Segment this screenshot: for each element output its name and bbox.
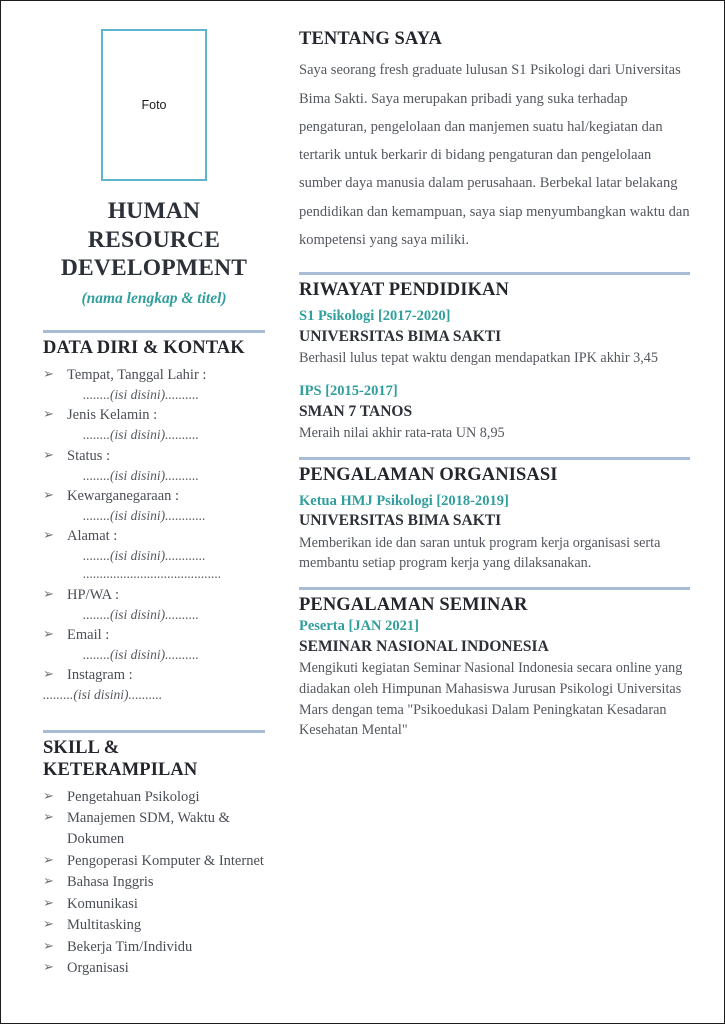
skill-item-label: Pengoperasi Komputer & Internet (67, 852, 264, 869)
skill-item (43, 808, 265, 849)
left-column (19, 15, 281, 1013)
arrow-bullet-icon: ➢ (43, 366, 54, 382)
education-entry-organization: SMAN 7 TANOS (299, 402, 413, 420)
seminar-entry (299, 617, 690, 740)
skill-section-title: SKILL & KETERAMPILAN (43, 738, 198, 780)
skill-list (43, 787, 265, 979)
contact-item (43, 486, 265, 525)
photo-placeholder-label: Foto (141, 98, 167, 112)
section-divider-contact (43, 330, 265, 333)
contact-item (43, 585, 265, 624)
arrow-bullet-icon: ➢ (43, 894, 54, 910)
cv-two-column-layout (19, 15, 706, 1013)
section-divider-education (299, 272, 690, 275)
contact-item-label: Status : (67, 447, 111, 464)
education-entry-description: Meraih nilai akhir rata-rata UN 8,95 (299, 425, 505, 442)
section-divider-organization (299, 457, 690, 460)
contact-item-placeholder[interactable]: .........(isi disini).......... (43, 687, 163, 703)
arrow-bullet-icon: ➢ (43, 851, 54, 867)
arrow-bullet-icon: ➢ (43, 916, 54, 932)
contact-section-title: DATA DIRI & KONTAK (43, 337, 245, 358)
education-section (299, 272, 690, 443)
education-entry (299, 382, 690, 444)
skill-item-label: Bahasa Inggris (67, 874, 154, 891)
organization-entry (299, 492, 690, 574)
arrow-bullet-icon: ➢ (43, 527, 54, 543)
arrow-bullet-icon: ➢ (43, 809, 54, 825)
photo-placeholder-wrapper (43, 29, 265, 181)
skill-item-label: Bekerja Tim/Individu (67, 938, 193, 955)
arrow-bullet-icon: ➢ (43, 937, 54, 953)
organization-entry-role: Ketua HMJ Psikologi [2018-2019] (299, 492, 509, 509)
skill-item (43, 851, 265, 872)
job-title: HUMAN RESOURCE DEVELOPMENT (60, 198, 248, 282)
arrow-bullet-icon: ➢ (43, 959, 54, 975)
education-entry-organization: UNIVERSITAS BIMA SAKTI (299, 327, 502, 345)
arrow-bullet-icon: ➢ (43, 406, 54, 422)
contact-item-placeholder[interactable]: ........(isi disini).......... (83, 467, 199, 483)
about-paragraph: Saya seorang fresh graduate lulusan S1 Psikologi dari Universitas Bima Sakti. Saya merupakan pribadi yang suka terhadap pengaturan, pengelolaan dan manjemen suatu hal/kegiatan dan tertarik untuk berkarir di bidang pengaturan dan pengelolaan sumber daya manusia dalam perusahaan. Berbekal latar belakang pendidikan dan kemampuan, saya siap menyumbangkan waktu dan kompetensi yang saya miliki. (299, 62, 690, 248)
arrow-bullet-icon: ➢ (43, 787, 54, 803)
about-section (299, 29, 690, 254)
organization-entry-description: Memberikan ide dan saran untuk program kerja organisasi serta membantu setiap program kerja yang dilaksanakan. (299, 534, 661, 572)
skill-item-label: Komunikasi (67, 895, 138, 912)
organization-section (299, 457, 690, 574)
skill-item (43, 958, 265, 979)
seminar-entry-description: Mengikuti kegiatan Seminar Nasional Indonesia secara online yang diadakan oleh Himpunan Mahasiswa Jurusan Psikologi Universitas Mars dengan tema "Psikoedukasi Dalam Peningkatan Kesadaran Kesehatan Mental" (299, 660, 683, 739)
section-divider-seminar (299, 587, 690, 590)
contact-item-placeholder-continued[interactable]: ......................................... (83, 566, 222, 582)
contact-item (43, 405, 265, 444)
skill-item-label: Pengetahuan Psikologi (67, 788, 200, 805)
skill-item (43, 872, 265, 893)
seminar-entry-role: Peserta [JAN 2021] (299, 618, 419, 635)
skill-item-label: Multitasking (67, 917, 142, 934)
contact-item (43, 365, 265, 404)
contact-item (43, 446, 265, 485)
arrow-bullet-icon: ➢ (43, 486, 54, 502)
skill-item (43, 894, 265, 915)
skill-item-label: Manajemen SDM, Waktu & Dokumen (67, 810, 230, 848)
contact-item-placeholder[interactable]: ........(isi disini)............ (83, 507, 206, 523)
education-section-title: RIWAYAT PENDIDIKAN (299, 280, 509, 301)
name-subtitle: (nama lengkap & titel) (81, 289, 227, 307)
contact-item-label: Instagram : (67, 667, 133, 684)
arrow-bullet-icon: ➢ (43, 446, 54, 462)
contact-item-label: Email : (67, 626, 110, 643)
education-entry-description: Berhasil lulus tepat waktu dengan mendapatkan IPK akhir 3,45 (299, 350, 658, 367)
arrow-bullet-icon: ➢ (43, 625, 54, 641)
contact-list (43, 365, 265, 704)
contact-item-placeholder[interactable]: ........(isi disini).......... (83, 646, 199, 662)
contact-section (43, 330, 265, 704)
education-entry-list (299, 307, 690, 443)
seminar-section (299, 587, 690, 741)
organization-entry-organization: UNIVERSITAS BIMA SAKTI (299, 512, 502, 530)
organization-section-title: PENGALAMAN ORGANISASI (299, 464, 558, 485)
seminar-entry-list (299, 617, 690, 740)
right-column (281, 15, 706, 1013)
education-entry-role: S1 Psikologi [2017-2020] (299, 308, 451, 325)
contact-item-placeholder[interactable]: ........(isi disini)............ (83, 548, 206, 564)
section-divider-skill (43, 730, 265, 733)
contact-item (43, 526, 265, 583)
arrow-bullet-icon: ➢ (43, 666, 54, 682)
skill-item (43, 915, 265, 936)
contact-item-label: HP/WA : (67, 586, 119, 603)
education-entry (299, 307, 690, 369)
contact-item-label: Alamat : (67, 528, 118, 545)
seminar-section-title: PENGALAMAN SEMINAR (299, 595, 528, 616)
contact-item-placeholder[interactable]: ........(isi disini).......... (83, 427, 199, 443)
contact-item-placeholder[interactable]: ........(isi disini).......... (83, 387, 199, 403)
photo-frame[interactable] (101, 29, 207, 181)
contact-item (43, 665, 265, 704)
contact-item-label: Jenis Kelamin : (67, 407, 158, 424)
seminar-entry-organization: SEMINAR NASIONAL INDONESIA (299, 637, 549, 655)
contact-item (43, 625, 265, 664)
contact-item-label: Kewarganegaraan : (67, 487, 180, 504)
skill-section (43, 730, 265, 979)
contact-item-label: Tempat, Tanggal Lahir : (67, 367, 207, 384)
about-section-title: TENTANG SAYA (299, 29, 442, 49)
contact-item-placeholder[interactable]: ........(isi disini).......... (83, 606, 199, 622)
skill-item-label: Organisasi (67, 960, 129, 977)
arrow-bullet-icon: ➢ (43, 873, 54, 889)
education-entry-role: IPS [2015-2017] (299, 383, 398, 399)
skill-item (43, 937, 265, 958)
organization-entry-list (299, 492, 690, 574)
skill-item (43, 787, 265, 808)
arrow-bullet-icon: ➢ (43, 585, 54, 601)
